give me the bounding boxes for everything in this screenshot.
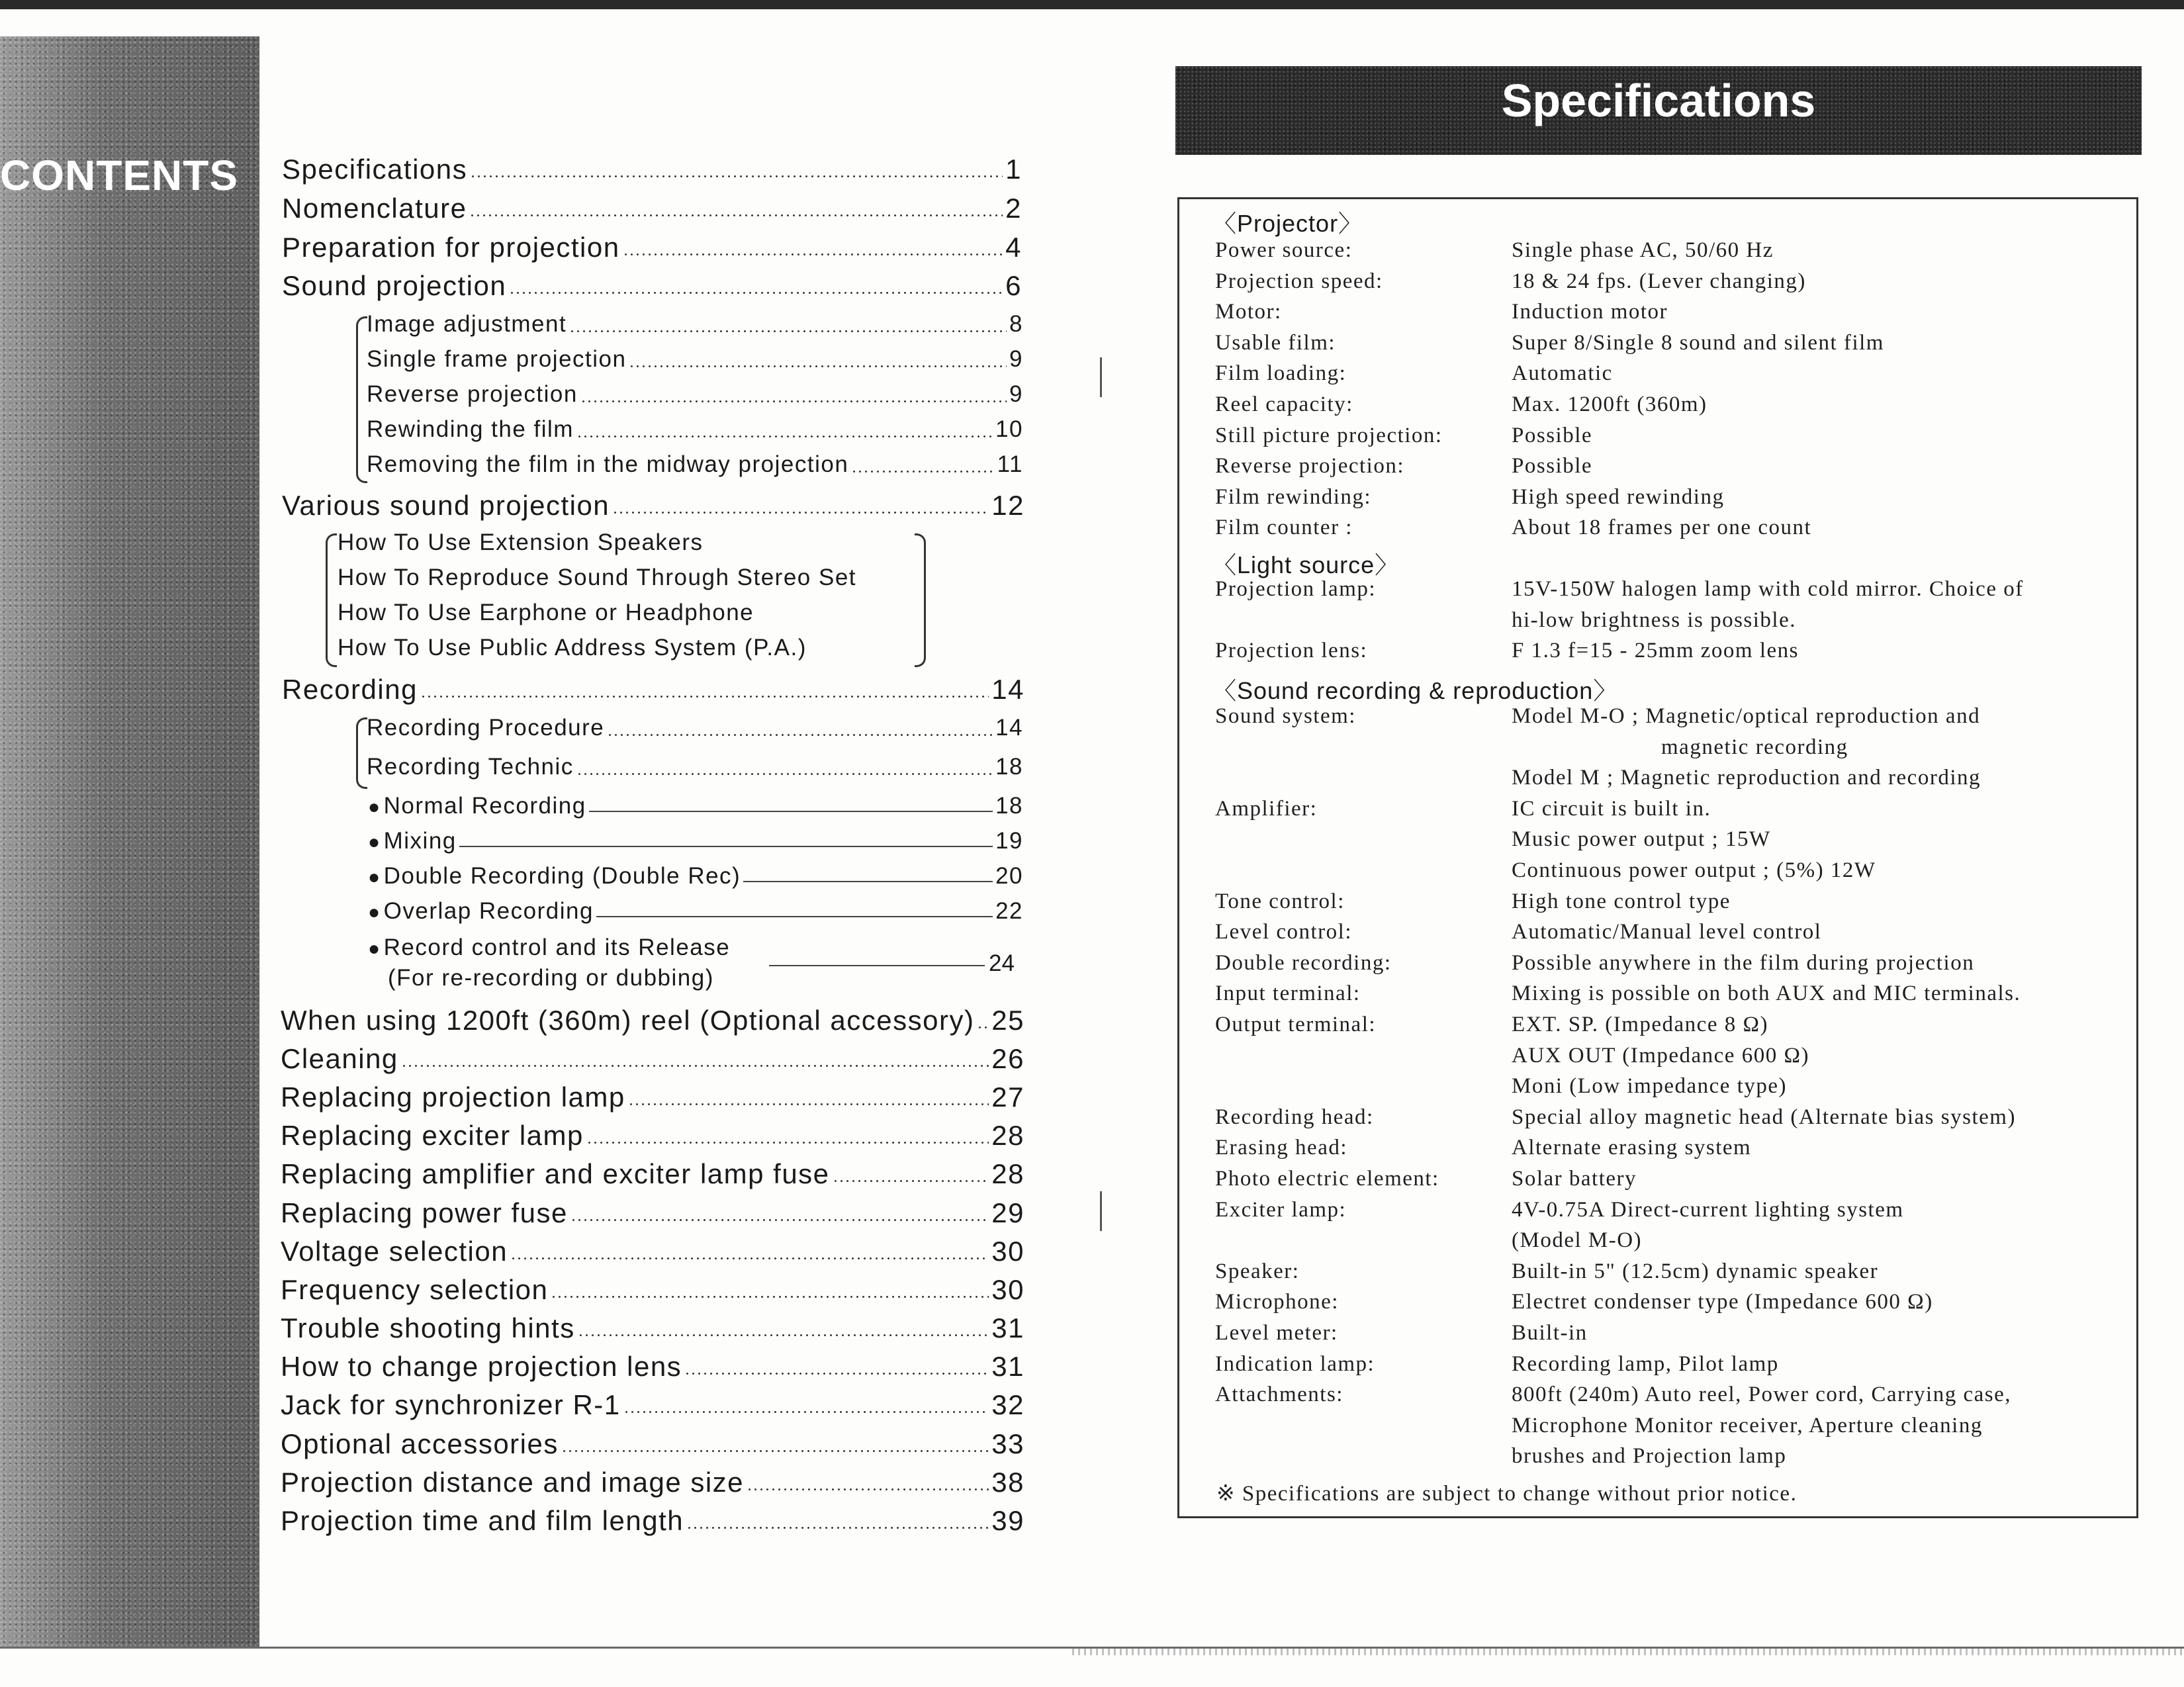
spec-label: Motor: [1215,300,1282,324]
dot-leader [551,1296,989,1298]
toc-entry[interactable] [281,1005,1024,1036]
dot-leader [833,1180,989,1182]
toc-entry-label: Trouble shooting hints [281,1312,575,1344]
toc-entry-page: 8 [1009,311,1023,337]
dot-leader [769,965,985,966]
toc-entry-page: 1 [1005,154,1022,185]
dot-leader [510,1257,989,1259]
spec-value: Microphone Monitor receiver, Aperture cleaning [1512,1413,1983,1437]
toc-subentry[interactable] [367,311,1023,338]
various-sub-bracket-right [915,533,926,667]
toc-entry-page: 4 [1005,232,1022,263]
dot-leader [561,1450,989,1452]
toc-entry[interactable] [282,490,1024,522]
bullet-icon: ● [368,866,381,888]
toc-entry[interactable] [281,1043,1024,1075]
toc-entry-label: Removing the film in the midway projection [367,451,849,477]
toc-entry-page: 18 [995,793,1023,819]
bullet-icon: ● [368,796,381,818]
spec-label: Reel capacity: [1215,392,1353,416]
spec-value: F 1.3 f=15 - 25mm zoom lens [1512,639,1799,663]
toc-entry-label: Mixing [383,828,457,854]
spec-value: Model M ; Magnetic reproduction and recording [1512,766,1981,790]
toc-entry-label: Projection time and film length [281,1505,684,1536]
toc-entry-label: When using 1200ft (360m) reel (Optional accessory) [281,1005,975,1036]
toc-entry-label: Image adjustment [367,311,567,337]
spec-value: Super 8/Single 8 sound and silent film [1512,330,1884,355]
toc-entry[interactable] [281,1158,1024,1190]
toc-entry[interactable] [281,1120,1024,1152]
toc-entry-page: 28 [991,1120,1024,1151]
spec-value: Music power output ; 15W [1512,827,1771,852]
toc-subentry[interactable] [368,793,1023,819]
toc-subentry-label[interactable]: How To Use Extension Speakers [338,529,704,555]
spec-value: Automatic/Manual level control [1512,920,1822,944]
fold-mark [1100,357,1102,397]
dot-leader [578,1334,989,1336]
bullet-icon: ● [368,938,381,960]
toc-entry-page: 31 [991,1351,1024,1382]
spec-label: Output terminal: [1215,1013,1377,1036]
dot-leader [401,1065,989,1067]
toc-entry-label: Nomenclature [282,193,467,224]
spec-value: brushes and Projection lamp [1512,1444,1787,1469]
dot-leader [628,1103,989,1105]
toc-subentry[interactable] [367,381,1023,408]
toc-entry[interactable] [281,1467,1024,1498]
dot-leader [570,1219,989,1221]
section-heading-light-source: 〈Light source〉 [1212,551,1400,578]
spec-label: Projection lamp: [1215,577,1377,601]
toc-entry-page: 32 [991,1389,1024,1420]
spec-value: High tone control type [1512,889,1731,913]
spec-label: Attachments: [1215,1383,1343,1407]
toc-entry[interactable] [282,193,1022,224]
dot-leader [580,400,1007,402]
recording-sub-bracket [356,717,367,789]
toc-entry-label: Preparation for projection [282,232,620,263]
toc-subentry[interactable] [367,715,1023,741]
table-of-contents [0,0,1059,1687]
toc-entry-label: Single frame projection [367,346,627,372]
bullet-icon: ● [368,831,381,853]
toc-entry[interactable] [281,1236,1024,1267]
dot-leader [589,811,993,812]
spec-value: 800ft (240m) Auto reel, Power cord, Carrying case, [1512,1383,2011,1407]
dot-leader [629,365,1007,367]
dot-leader [977,1026,989,1028]
spec-value: Recording lamp, Pilot lamp [1512,1351,1779,1376]
toc-entry[interactable] [282,232,1022,263]
toc-subentry[interactable] [367,754,1023,780]
toc-entry-page: 33 [991,1428,1024,1459]
spec-label: Photo electric element: [1215,1167,1439,1191]
bullet-icon: ● [368,901,381,923]
toc-subentry[interactable] [367,346,1023,373]
dot-leader [684,1373,989,1375]
toc-entry-label: Replacing amplifier and exciter lamp fuse [281,1158,830,1189]
spec-value: EXT. SP. (Impedance 8 Ω) [1512,1013,1768,1036]
toc-subentry[interactable] [368,935,1023,961]
spec-value: Possible [1512,454,1593,479]
toc-subentry-label[interactable]: How To Use Public Address System (P.A.) [338,635,807,661]
spec-value: Automatic [1512,361,1613,386]
toc-entry-page: 28 [991,1158,1024,1189]
dot-leader [596,916,993,917]
dot-leader [607,734,993,736]
fold-mark [1100,1191,1102,1231]
toc-entry[interactable] [282,674,1024,706]
toc-subentry[interactable] [368,863,1023,889]
spec-label: Reverse projection: [1215,454,1404,479]
spec-value: 15V-150W halogen lamp with cold mirror. Choice of [1512,577,2024,601]
spec-value: AUX OUT (Impedance 600 Ω) [1512,1043,1809,1068]
toc-entry-page: 6 [1005,270,1022,301]
toc-entry-page: 30 [991,1236,1024,1267]
spec-label: Still picture projection: [1215,423,1443,447]
spec-label: Projection lens: [1215,639,1368,663]
toc-entry-label: Cleaning [281,1043,398,1074]
toc-entry-page: 14 [995,715,1023,741]
spec-value: Built-in [1512,1321,1588,1345]
spec-value: Single phase AC, 50/60 Hz [1512,238,1774,262]
dot-leader [576,773,993,775]
toc-entry-page: 19 [995,828,1023,854]
toc-entry[interactable] [281,1274,1024,1306]
toc-entry-page: 25 [991,1005,1024,1036]
spec-label: Level control: [1215,920,1353,944]
spec-label: Film loading: [1215,361,1347,386]
dot-leader [851,471,994,473]
toc-entry-page: 30 [991,1274,1024,1305]
spec-value: Induction motor [1512,300,1668,324]
toc-entry-page: 9 [1009,381,1023,407]
toc-entry-page: 2 [1005,193,1022,224]
toc-entry-page: 31 [991,1312,1024,1344]
spec-value: Alternate erasing system [1512,1136,1752,1160]
spec-value: 18 & 24 fps. (Lever changing) [1512,269,1806,293]
spec-value: High speed rewinding [1512,484,1725,509]
specifications-title: Specifications [1501,75,1816,126]
spec-label: Projection speed: [1215,269,1383,293]
spec-label: Level meter: [1215,1321,1338,1345]
dot-leader [459,846,993,847]
toc-entry-page: 18 [995,754,1023,780]
toc-entry-label: Normal Recording [383,793,586,819]
toc-entry-label: Replacing power fuse [281,1197,568,1228]
toc-entry[interactable] [281,1351,1024,1383]
spec-value: 4V-0.75A Direct-current lighting system [1512,1197,1904,1222]
spec-label: Double recording: [1215,950,1392,975]
spec-value: magnetic recording [1661,735,1848,759]
spec-value: Model M-O ; Magnetic/optical reproduction and [1512,704,1981,728]
dot-leader [469,214,1003,216]
dot-leader [612,512,989,514]
spec-label: Input terminal: [1215,981,1361,1006]
dot-leader [420,696,989,698]
toc-subentry[interactable] [368,898,1023,925]
toc-subentry-label[interactable]: How To Reproduce Sound Through Stereo Set [338,565,857,590]
toc-entry-label: How to change projection lens [281,1351,682,1382]
spec-label: Usable film: [1215,330,1336,355]
spec-label: Microphone: [1215,1290,1339,1314]
toc-entry-page: 27 [991,1081,1024,1113]
dot-leader [743,881,993,882]
toc-entry-page: 12 [991,490,1024,521]
spec-value: Possible anywhere in the film during projection [1512,950,1975,975]
various-sub-bracket-left [326,533,337,667]
section-heading-projector: 〈Projector〉 [1212,210,1363,237]
dot-leader [747,1488,989,1490]
toc-entry-label: Projection distance and image size [281,1467,745,1498]
toc-entry[interactable] [281,1389,1024,1421]
spec-label: Amplifier: [1215,796,1318,821]
toc-subentry[interactable] [368,828,1023,854]
toc-entry-label: Overlap Recording [383,898,594,924]
spec-value: Moni (Low impedance type) [1512,1074,1787,1099]
spec-label: Power source: [1215,238,1353,262]
sound-sub-bracket [356,316,367,483]
spec-value: Possible [1512,423,1593,447]
spec-label: Film counter : [1215,516,1353,540]
dot-leader [586,1142,989,1144]
toc-entry-page: 39 [991,1505,1024,1536]
toc-entry-page: 22 [995,898,1023,924]
contents-title: CONTENTS [0,152,238,199]
toc-entry-label: Replacing exciter lamp [281,1120,584,1151]
spec-value: Mixing is possible on both AUX and MIC terminals. [1512,981,2021,1006]
toc-entry-label: Replacing projection lamp [281,1081,625,1113]
toc-entry-label-line2: (For re-recording or dubbing) [388,965,714,991]
toc-subentry[interactable] [367,416,1023,443]
toc-entry[interactable] [281,1428,1024,1460]
toc-entry-label: Double Recording (Double Rec) [383,863,741,889]
toc-entry-page: 24 [989,950,1015,976]
spec-value: Solar battery [1512,1167,1637,1191]
dot-leader [623,253,1003,255]
specifications-note: ※ Specifications are subject to change without prior notice. [1216,1482,1797,1506]
spec-label: Indication lamp: [1215,1351,1375,1376]
toc-entry-page: 11 [997,451,1023,477]
toc-entry-label: Optional accessories [281,1428,559,1459]
toc-entry-label: Specifications [282,154,468,185]
toc-entry-label: Sound projection [282,270,507,301]
toc-entry-label: Recording Technic [367,754,574,780]
toc-entry-label: Rewinding the film [367,416,574,442]
spec-value: hi-low brightness is possible. [1512,608,1796,632]
toc-entry-label: Reverse projection [367,381,578,407]
toc-entry[interactable] [281,1081,1024,1113]
dot-leader [509,292,1003,294]
toc-entry-page: 20 [995,863,1023,889]
spec-value: (Model M-O) [1512,1228,1643,1253]
spec-value: Built-in 5" (12.5cm) dynamic speaker [1512,1259,1879,1283]
toc-entry-label: Jack for synchronizer R-1 [281,1389,621,1420]
spec-value: IC circuit is built in. [1512,796,1711,821]
spec-value: Continuous power output ; (5%) 12W [1512,858,1876,882]
toc-entry-page: 10 [995,416,1023,442]
dot-leader [623,1411,989,1413]
toc-entry-label: Various sound projection [282,490,610,521]
toc-subentry-label[interactable]: How To Use Earphone or Headphone [338,600,754,625]
toc-entry-label: Record control and its Release [383,935,731,960]
toc-entry[interactable] [281,1312,1024,1344]
spec-label: Exciter lamp: [1215,1197,1347,1222]
toc-entry[interactable] [282,154,1022,185]
spec-label: Erasing head: [1215,1136,1348,1160]
toc-entry[interactable] [281,1505,1024,1537]
spec-value: Special alloy magnetic head (Alternate bias system) [1512,1105,2016,1129]
toc-entry-label: Recording Procedure [367,715,605,741]
bottom-edge-speckle [1072,1649,2184,1655]
dot-leader [470,175,1003,177]
spec-label: Sound system: [1215,704,1356,728]
dot-leader [686,1527,989,1529]
toc-entry-page: 29 [991,1197,1024,1228]
toc-entry[interactable] [282,270,1022,302]
toc-entry-page: 26 [991,1043,1024,1074]
spec-value: Max. 1200ft (360m) [1512,392,1707,416]
toc-entry-page: 38 [991,1467,1024,1498]
spec-value: Electret condenser type (Impedance 600 Ω) [1512,1290,1933,1314]
spec-label: Recording head: [1215,1105,1374,1129]
toc-entry[interactable] [281,1197,1024,1229]
toc-entry-page: 9 [1009,346,1023,372]
dot-leader [569,330,1007,332]
section-heading-sound: 〈Sound recording & reproduction〉 [1212,677,1618,704]
spec-value: About 18 frames per one count [1512,516,1812,540]
toc-entry-label: Frequency selection [281,1274,549,1305]
toc-entry-label: Voltage selection [281,1236,508,1267]
toc-subentry[interactable] [367,451,1023,478]
spec-label: Tone control: [1215,889,1345,913]
toc-entry-page: 14 [991,674,1024,705]
spec-label: Film rewinding: [1215,484,1372,509]
spec-label: Speaker: [1215,1259,1300,1283]
dot-leader [576,435,993,437]
toc-entry-label: Recording [282,674,418,705]
